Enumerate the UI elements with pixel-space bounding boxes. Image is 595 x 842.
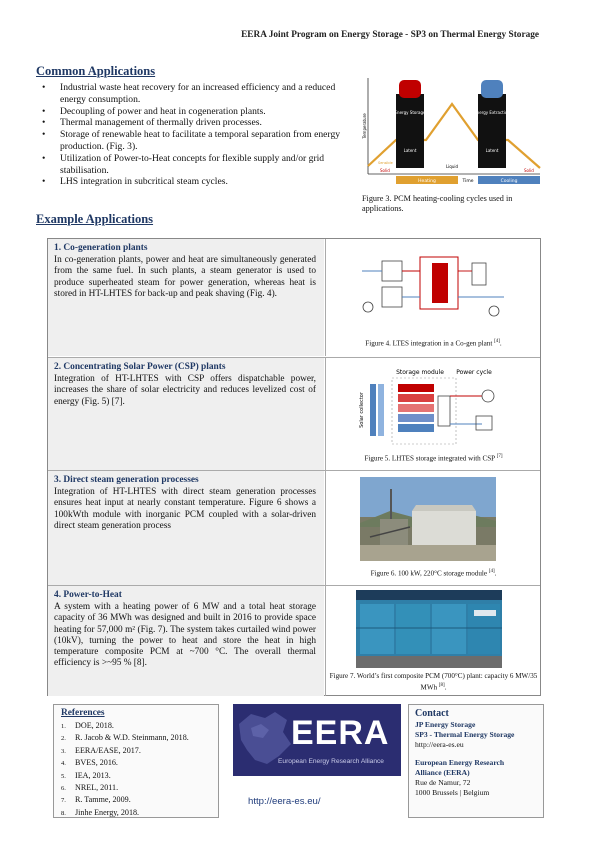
list-item: 5. IEA, 2013. (61, 770, 111, 780)
figure-5-diagram (356, 366, 506, 448)
table-cell (325, 586, 541, 696)
fig5-collector-label: Solar collector (359, 392, 365, 428)
figure-3-diagram (362, 76, 542, 186)
contact-web-link[interactable]: http://eera-es.eu (415, 740, 464, 749)
fig3-latent-label: Latent (403, 148, 417, 153)
contact-address: 1000 Brussels | Belgium (415, 788, 490, 797)
fig5-storage-label: Storage module (396, 369, 444, 376)
fig5-collector (378, 384, 384, 436)
contact-org: Alliance (EERA) (415, 768, 470, 777)
table-cell (48, 239, 324, 356)
contact-address: Rue de Namur, 72 (415, 778, 471, 787)
references-list (54, 720, 218, 819)
fig3-latent-label: Latent (485, 148, 499, 153)
row-title: 1. Co-generation plants (54, 243, 148, 253)
list-item: • Storage of renewable heat to facilitate a temporal separation from energy production. (Fig. 3). (36, 129, 346, 153)
row-title: 4. Power-to-Heat (54, 590, 122, 600)
example-applications-title: Example Applications (36, 212, 154, 226)
fig3-solid-label: Solid (380, 168, 390, 173)
fig3-blue-bubble (481, 80, 503, 98)
row-body: Integration of HT-LHTES with direct steam generation processes ensures heat input at nearly constant temperature. Figure 6 shows a 100kWth module with inorganic PCM coupled with a solar-driven direct steam generation process (54, 487, 316, 531)
table-row (48, 585, 540, 696)
table-cell (325, 239, 541, 356)
figure-4-diagram (354, 247, 516, 329)
logo-text: EERA (291, 714, 390, 752)
table-row (48, 239, 540, 356)
fig3-storage-label: Energy Storage (394, 110, 426, 115)
common-applications-title: Common Applications (36, 64, 156, 78)
fig3-extraction-label: Energy Extraction (474, 110, 510, 115)
row-title: 2. Concentrating Solar Power (CSP) plants (54, 362, 226, 372)
table-cell (325, 358, 541, 470)
fig3-y-label: Temperature (362, 113, 367, 139)
figure-6-photo (360, 477, 496, 561)
fig3-sensible-label: Sensible (378, 161, 393, 165)
pcm-storage-block (432, 263, 448, 303)
figure-3-caption: Figure 3. PCM heating-cooling cycles used in applications. (362, 194, 513, 213)
row-body: In co-generation plants, power and heat are simultaneously generated from the same fuel. In such plants, a steam generator is used to produce superheated steam for power generation, whereas heat is stored in HT-LHTES for back-up and peak shaving (Fig. 4). (54, 255, 316, 299)
list-item: 4. BVES, 2016. (61, 758, 118, 768)
table-cell (48, 358, 324, 470)
list-item: 8. Jinhe Energy, 2018. (61, 807, 140, 817)
fig5-collector (370, 384, 376, 436)
table-row (48, 357, 540, 470)
list-item: 3. EERA/EASE, 2017. (61, 745, 141, 755)
figure-7-photo (356, 590, 502, 668)
table-cell (325, 471, 541, 585)
figure-6-caption: Figure 6. 100 kW, 220°C storage module [4]. (370, 569, 497, 578)
fig3-storage-block (396, 94, 424, 168)
list-item: 2. R. Jacob & W.D. Steinmann, 2018. (61, 733, 189, 743)
contact-org: European Energy Research (415, 758, 505, 767)
row-body: A system with a heating power of 6 MW and a total heat storage capacity of 36 MWh was designed and built in 2016 to provide space heating for 57,000 m² (Fig. 7). The system takes curtailed wind power (10kV), turning the power to heat and store the heat in high temperature composite PCM at ~700 °C. The overall thermal efficiency is >~95 % [8]. (54, 602, 316, 669)
figure-4-caption: Figure 4. LTES integration in a Co-gen plant [4]. (365, 339, 502, 348)
list-item: • Decoupling of power and heat in cogeneration plants. (36, 106, 346, 118)
fig3-time-label: Time (462, 179, 474, 184)
references-box (53, 704, 219, 818)
contact-line: SP3 - Thermal Energy Storage (415, 730, 515, 739)
contact-box (408, 704, 544, 818)
list-item: • LHS integration in subcritical steam cycles. (36, 176, 346, 188)
page-header: EERA Joint Program on Energy Storage - SP3 on Thermal Energy Storage (241, 30, 539, 40)
list-item: 6. NREL, 2011. (61, 783, 119, 793)
fig3-solid-label: Solid (524, 168, 534, 173)
eera-logo (233, 704, 401, 776)
contact-line: JP Energy Storage (415, 720, 476, 729)
fig3-heating-label: Heating (418, 179, 436, 184)
table-row (48, 470, 540, 585)
figure-7-caption: Figure 7. World’s first composite PCM (700°C) plant: capacity 6 MW/35 MWh [8]. (329, 672, 538, 692)
fig3-extraction-block (478, 94, 506, 168)
references-title: References (61, 708, 105, 718)
list-item: 1. DOE, 2018. (61, 721, 114, 730)
table-cell (48, 586, 324, 696)
examples-table (47, 238, 541, 696)
website-link[interactable]: http://eera-es.eu/ (248, 796, 321, 807)
list-item: 7. R. Tamme, 2009. (61, 795, 131, 805)
fig3-cooling-label: Cooling (500, 179, 518, 184)
list-item: • Industrial waste heat recovery for an increased efficiency and a reduced energy consumption. (36, 82, 346, 106)
list-item: • Utilization of Power-to-Heat concepts for flexible supply and/or grid stabilisation. (36, 153, 346, 177)
fig5-cycle-label: Power cycle (456, 369, 492, 376)
figure-5-caption: Figure 5. LHTES storage integrated with CSP [7] (364, 454, 503, 463)
logo-subtitle: European Energy Research Alliance (278, 758, 384, 765)
contact-title: Contact (415, 708, 449, 719)
common-applications-list (36, 82, 346, 188)
fig3-liquid-label: Liquid (445, 164, 459, 169)
fig3-red-bubble (399, 80, 421, 98)
row-body: Integration of HT-LHTES with CSP offers dispatchable power, increases the share of solar electricity and reduces levelized cost of energy (Fig. 5) [7]. (54, 374, 316, 407)
list-item: • Thermal management of thermally driven processes. (36, 117, 346, 129)
table-cell (48, 471, 324, 585)
row-title: 3. Direct steam generation processes (54, 475, 199, 485)
